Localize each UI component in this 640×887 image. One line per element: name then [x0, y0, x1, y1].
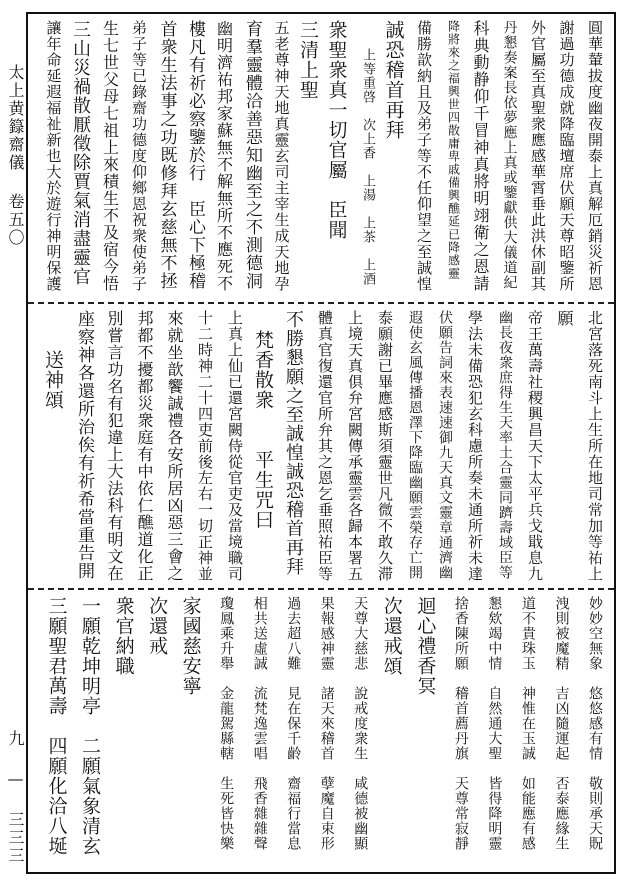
text-column: 遐使玄風傳播恩澤下降臨幽願雲榮存亡開	[407, 310, 423, 580]
text-column: 三清上聖	[297, 20, 319, 100]
text-column: 來就坐歆饗誠禮各安所居凶惡三會之	[165, 310, 184, 582]
text-column: 科典動静仰千冒神真將明翊衛之恩請	[471, 20, 490, 292]
text-column: 讓年命延遐福祉新也大於遊行神明保護	[44, 20, 63, 292]
text-column: 泰願謝已畢應感斯須靈世凡微不敢久滞	[376, 310, 394, 582]
text-column: 降將來之福興世四散庸卑戚備興醮延已降感靈	[446, 20, 461, 280]
text-column: 邦都不擾都災衆庭有中依仁醮道化正	[135, 310, 154, 582]
text-column: 瓊鳳乘升舉 金龍駕縣轄 生死皆快樂	[218, 596, 235, 851]
text-column: 送神頌	[42, 310, 64, 410]
text-column: 上境天真俱弁宮闕傳承靈雲各歸本署五	[346, 310, 364, 582]
band-divider-2	[28, 588, 614, 590]
text-column: 幽明濟祐邦家蘇無不解無所不應死不	[214, 20, 234, 292]
margin-page-number: 九 — 三三三	[6, 730, 25, 865]
text-column: 外官屬至真聖衆應感華霄垂此洪休副其	[529, 20, 547, 292]
text-column: 天尊大慈悲 說戒度衆生 咸德被幽顯	[352, 596, 369, 851]
text-column: 樓凡有祈必察鑒於行 臣心下極稽	[185, 20, 205, 290]
text-column: 相共送虛誠 流梵逸雲唱 飛香雜雜聲	[251, 596, 268, 851]
text-column: 家國慈安寧	[179, 596, 202, 696]
text-column: 誠恐稽首再拜	[382, 20, 405, 140]
text-column: 願	[555, 310, 574, 582]
text-column: 伏願告詞來表速速御九天真文靈章通濟幽	[437, 310, 453, 580]
text-column: 體真官復還官所弁其之恩乞垂照祐臣等	[316, 310, 334, 582]
text-column: 學法未備恐犯玄科慮所奏未通所祈未達	[466, 310, 484, 582]
text-column: 丹懇奏案長依夢應上真或鑒獻供大儀道紀	[501, 20, 518, 290]
text-column: 座察神各還所治俟有祈希當重告開	[74, 310, 94, 580]
text-column: 妙妙空無象 悠悠感有情 敬則承天貺	[586, 596, 603, 851]
text-column: 迴心禮香冥	[414, 596, 437, 696]
text-frame	[26, 12, 616, 874]
text-column: 帝王萬壽社稷興昌天下太平兵戈戢息九	[526, 310, 544, 582]
text-column: 捨香陳所願 稽首薦丹旗 天尊常寂靜	[452, 596, 469, 851]
text-column: 生七世父母七祖上來積生不及宿今悟	[100, 20, 120, 292]
text-column: 十二時神二十四吏前後左右一切正神並	[196, 310, 214, 582]
text-column: 懇欸竭中情 自然通大聖 皆得降明靈	[486, 596, 503, 851]
text-column: 上真上仙已還宮闕侍從官吏及當境職司	[226, 310, 244, 582]
text-column: 過去超八難 見在保千齡 齋福行當息	[285, 596, 302, 851]
text-column: 衆聖衆真一切官屬 臣聞	[325, 20, 348, 240]
text-column: 衆官納職	[112, 596, 135, 676]
text-column: 北宮落死南斗上生所在地司常加等祐上	[586, 310, 604, 582]
text-column: 三山災禍散厭徵除賈氣消盡靈官	[70, 20, 91, 286]
text-column: 道不貴珠玉 神惟在玉誠 如能應有感	[519, 596, 536, 851]
text-column: 幽長夜衆庶得生天率土合靈同躋壽域臣等	[497, 310, 513, 580]
text-column: 育羣靈體洽善惡知幽至之不測德洞	[242, 20, 262, 290]
text-column: 謝過功德成就降臨壇席伏願天尊昭鑒所	[557, 20, 576, 292]
text-column: 首衆生法事之功既修拜玄慈無不拯	[156, 20, 177, 290]
text-column: 圓華輦拔度幽夜開泰上真解厄銷災祈恩	[586, 20, 604, 292]
text-column: 次還戒	[146, 596, 169, 656]
band-divider-1	[28, 302, 614, 304]
text-column: 次還戒頌	[380, 596, 403, 676]
text-column: 五老尊神天地真靈玄司主宰生成天地孕	[272, 20, 291, 292]
text-column: 洩則被魔精 吉凶隨運起 否泰應緣生	[553, 596, 570, 851]
text-column: 三願聖君萬壽 四願化洽八埏	[45, 596, 68, 856]
text-column: 弟子等已錄齋功德度仰鄉恩祝衆使弟子	[130, 20, 148, 292]
margin-title: 太上黄籙齋儀 卷五〇	[6, 64, 25, 247]
text-column: 果報感神靈 諸天來稽首 孽魔自束形	[318, 596, 335, 851]
text-column: 上等重啓 次上香 上湯 上茶 上酒	[360, 20, 375, 286]
text-column: 一願乾坤明亭 二願氣象清玄	[79, 596, 102, 856]
text-column: 別嘗言功名有犯違上大法科有明文在	[105, 310, 124, 582]
text-column: 備勝歆納且及弟子等不任仰望之至誠惶	[415, 20, 433, 292]
text-column: 不勝懇願之至誠惶誠恐稽首再拜	[283, 310, 304, 576]
text-column: 梵香散衆 平生咒曰	[252, 310, 274, 530]
